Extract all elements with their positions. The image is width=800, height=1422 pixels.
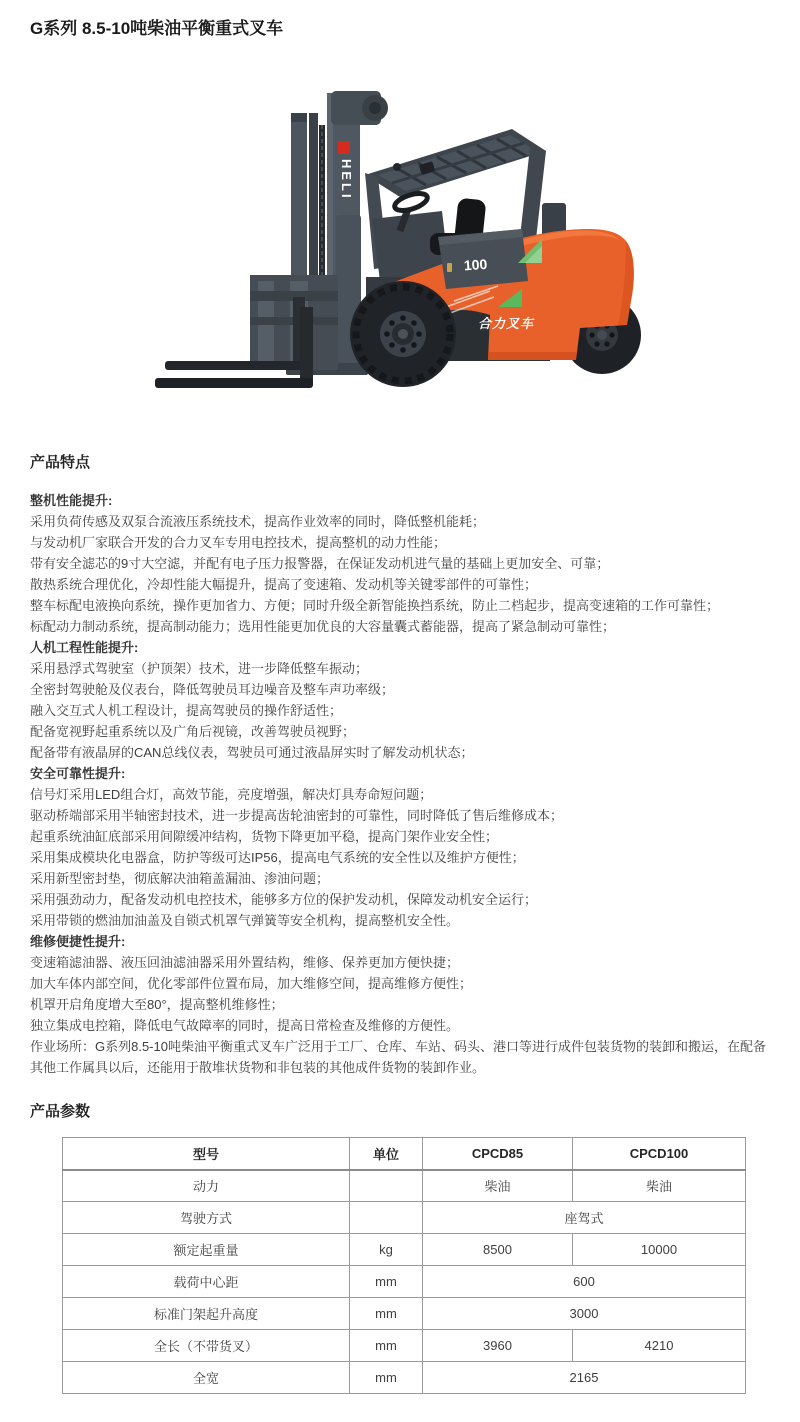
spec-cell: 全宽 — [63, 1362, 350, 1394]
page-title: G系列 8.5-10吨柴油平衡重式叉车 — [30, 19, 284, 38]
specs-header-row — [63, 1138, 746, 1170]
feature-group-title: 维修便捷性提升: — [30, 934, 126, 949]
feature-item: 采用带锁的燃油加油盖及自锁式机罩气弹簧等安全机构，提高整机安全性。 — [30, 913, 460, 928]
features-section — [30, 451, 770, 1078]
specs-column-header: 单位 — [350, 1138, 423, 1170]
feature-item: 与发动机厂家联合开发的合力叉车专用电控技术，提高整机的动力性能； — [30, 535, 447, 550]
heli-logo-mark — [338, 141, 350, 154]
spec-cell: 3960 — [423, 1330, 573, 1362]
feature-item: 配备宽视野起重系统以及广角后视镜，改善驾驶员视野； — [30, 724, 356, 739]
mirror — [393, 163, 401, 171]
spec-cell: mm — [350, 1330, 423, 1362]
feature-item: 驱动桥端部采用半轴密封技术，进一步提高齿轮油密封的可靠性，同时降低了售后维修成本； — [30, 808, 564, 823]
feature-item: 信号灯采用LED组合灯，高效节能，亮度增强，解决灯具寿命短问题； — [30, 787, 433, 802]
feature-item: 融入交互式人机工程设计，提高驾驶员的操作舒适性； — [30, 703, 343, 718]
specs-column-header: 型号 — [63, 1138, 350, 1170]
side-decal-text: 合力叉车 — [478, 316, 535, 331]
feature-item: 采用集成模块化电器盒，防护等级可达IP56，提高电气系统的安全性以及维护方便性； — [30, 850, 525, 865]
feature-item: 整车标配电液换向系统，操作更加省力、方便；同时升级全新智能换挡系统，防止二档起步，提高变速箱的工作可靠性； — [30, 598, 720, 613]
spec-cell: 3000 — [423, 1298, 746, 1330]
product-image — [30, 67, 770, 447]
feature-item: 采用负荷传感及双泵合流液压系统技术，提高作业效率的同时，降低整机能耗； — [30, 514, 486, 529]
spec-cell: 10000 — [573, 1234, 746, 1266]
specs-column-header: CPCD85 — [423, 1138, 573, 1170]
spec-cell: 载荷中心距 — [63, 1266, 350, 1298]
feature-item: 起重系统油缸底部采用间隙缓冲结构，货物下降更加平稳，提高门架作业安全性； — [30, 829, 499, 844]
fender-panel — [438, 229, 528, 289]
spec-cell: 动力 — [63, 1170, 350, 1202]
specs-column-header: CPCD100 — [573, 1138, 746, 1170]
feature-item: 配备带有液晶屏的CAN总线仪表，驾驶员可通过液晶屏实时了解发动机状态； — [30, 745, 474, 760]
specs-table — [62, 1137, 746, 1394]
spec-cell: 座驾式 — [423, 1202, 746, 1234]
spec-cell: mm — [350, 1362, 423, 1394]
spec-cell: 4210 — [573, 1330, 746, 1362]
spec-row — [63, 1362, 746, 1394]
feature-item: 加大车体内部空间，优化零部件位置布局，加大维修空间，提高维修方便性； — [30, 976, 473, 991]
spec-row — [63, 1298, 746, 1330]
spec-cell: 驾驶方式 — [63, 1202, 350, 1234]
spec-row — [63, 1202, 746, 1234]
feature-item: 变速箱滤油器、液压回油滤油器采用外置结构，维修、保养更加方便快捷； — [30, 955, 460, 970]
feature-item: 机罩开启角度增大至80°，提高整机维修性； — [30, 997, 284, 1012]
spec-cell — [350, 1202, 423, 1234]
spec-row — [63, 1330, 746, 1362]
feature-item: 标配动力制动系统，提高制动能力；选用性能更加优良的大容量囊式蓄能器，提高了紧急制动可靠性； — [30, 619, 616, 634]
feature-item: 独立集成电控箱，降低电气故障率的同时，提高日常检查及维修的方便性。 — [30, 1018, 460, 1033]
spec-row — [63, 1170, 746, 1202]
capacity-marking: 100 — [463, 255, 488, 274]
spec-cell: kg — [350, 1234, 423, 1266]
feature-item: 全密封驾驶舱及仪表台，降低驾驶员耳边噪音及整车声功率级； — [30, 682, 395, 697]
spec-cell: 柴油 — [573, 1170, 746, 1202]
spec-cell: 600 — [423, 1266, 746, 1298]
spec-cell: mm — [350, 1266, 423, 1298]
features-body — [30, 490, 770, 1078]
feature-item: 带有安全滤芯的9寸大空滤，并配有电子压力报警器，在保证发动机进气量的基础上更加安全、可靠； — [30, 556, 610, 571]
specs-heading: 产品参数 — [30, 1103, 91, 1120]
spec-row — [63, 1234, 746, 1266]
feature-group-title: 安全可靠性提升: — [30, 766, 126, 781]
heli-brand-text: HELI — [339, 159, 354, 201]
spec-cell: 标准门架起升高度 — [63, 1298, 350, 1330]
spec-cell: 柴油 — [423, 1170, 573, 1202]
feature-item: 采用悬浮式驾驶室（护顶架）技术，进一步降低整车振动； — [30, 661, 369, 676]
features-heading: 产品特点 — [30, 454, 91, 471]
spec-cell: 2165 — [423, 1362, 746, 1394]
feature-group-title: 人机工程性能提升: — [30, 640, 139, 655]
specs-section — [30, 1100, 770, 1394]
spec-cell: 全长（不带货叉） — [63, 1330, 350, 1362]
spec-cell: 8500 — [423, 1234, 573, 1266]
front-wheel — [350, 281, 456, 387]
feature-group-title: 整机性能提升: — [30, 493, 113, 508]
forklift-illustration — [150, 67, 650, 447]
spec-cell — [350, 1170, 423, 1202]
feature-item: 散热系统合理优化，冷却性能大幅提升，提高了变速箱、发动机等关键零部件的可靠性； — [30, 577, 538, 592]
spec-cell: mm — [350, 1298, 423, 1330]
feature-item: 采用新型密封垫，彻底解决油箱盖漏油、渗油问题； — [30, 871, 330, 886]
spec-row — [63, 1266, 746, 1298]
application-paragraph: 作业场所：G系列8.5-10吨柴油平衡重式叉车广泛用于工厂、仓库、车站、码头、港口等进行成件包装货物的装卸和搬运，在配备其他工作属具以后，还能用于散堆状货物和非包装的其他成件货物的装卸作业。 — [30, 1039, 766, 1075]
spec-cell: 额定起重量 — [63, 1234, 350, 1266]
feature-item: 采用强劲动力，配备发动机电控技术，能够多方位的保护发动机，保障发动机安全运行； — [30, 892, 538, 907]
